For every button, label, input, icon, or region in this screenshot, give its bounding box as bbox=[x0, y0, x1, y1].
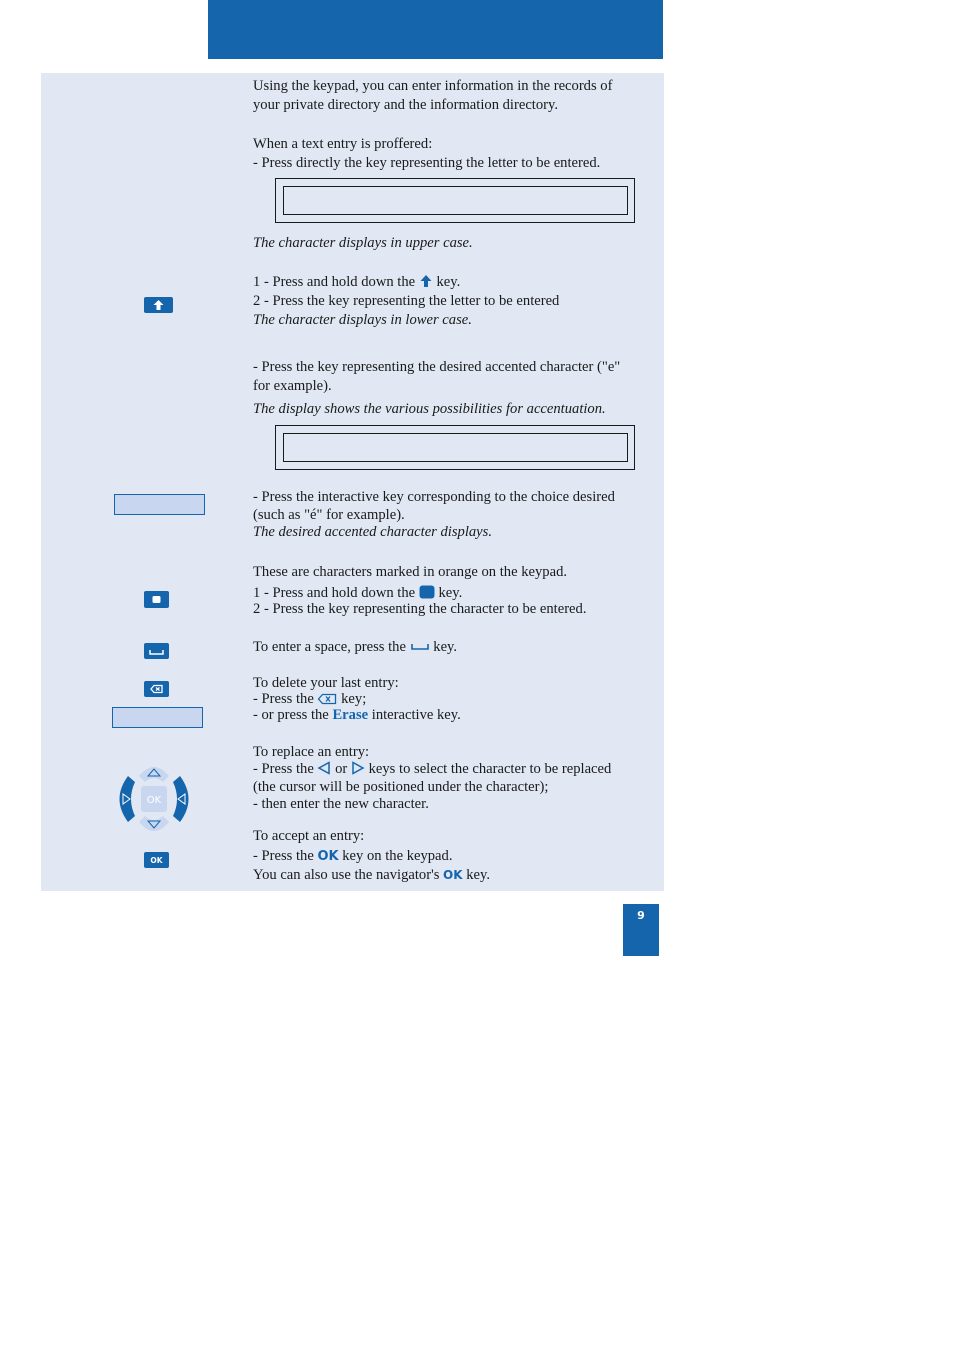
page-number: 9 bbox=[623, 904, 659, 956]
text-entry-instruction: - Press directly the key representing the letter to be entered. bbox=[253, 155, 601, 171]
header-bar bbox=[208, 0, 663, 59]
lower-case-note: The character displays in lower case. bbox=[253, 312, 472, 328]
accent-choice-line-2: (such as "é" for example). bbox=[253, 507, 405, 523]
space-key-icon-left bbox=[144, 643, 169, 659]
delete-step-1: - Press the key; bbox=[253, 691, 367, 707]
interactive-key-accent[interactable] bbox=[114, 494, 205, 515]
space-instruction: To enter a space, press the key. bbox=[253, 639, 458, 655]
intro-line-2: your private directory and the information directory. bbox=[253, 97, 559, 113]
navigator-icon bbox=[115, 762, 193, 836]
accept-step-2: You can also use the navigator's OK key. bbox=[253, 867, 490, 883]
special-step-1: 1 - Press and hold down the key. bbox=[253, 585, 463, 601]
ok-key-icon: OK bbox=[443, 868, 463, 882]
ok-key-icon-left bbox=[144, 852, 169, 868]
accept-step-1: - Press the OK key on the keypad. bbox=[253, 848, 453, 864]
replace-heading: To replace an entry: bbox=[253, 744, 370, 760]
svg-text:OK: OK bbox=[146, 795, 162, 806]
accept-heading: To accept an entry: bbox=[253, 828, 365, 844]
special-step-2: 2 - Press the key representing the character to be entered. bbox=[253, 601, 587, 617]
upper-case-note: The character displays in upper case. bbox=[253, 235, 473, 251]
display-screen-2 bbox=[275, 425, 635, 470]
shift-key-icon bbox=[144, 297, 173, 313]
delete-step-2: - or press the Erase interactive key. bbox=[253, 707, 461, 723]
interactive-key-erase[interactable] bbox=[112, 707, 203, 728]
backspace-key-icon bbox=[317, 693, 337, 705]
backspace-key-icon-left bbox=[144, 681, 169, 697]
accent-line-2: for example). bbox=[253, 378, 332, 394]
ok-key-label: OK bbox=[317, 849, 339, 864]
special-characters-key-icon bbox=[419, 585, 435, 599]
special-line-1: These are characters marked in orange on the keypad. bbox=[253, 564, 568, 580]
lower-case-step-1: 1 - Press and hold down the key. bbox=[253, 274, 461, 290]
display-screen-1 bbox=[275, 178, 635, 223]
replace-line-3: (the cursor will be positioned under the character); bbox=[253, 779, 549, 795]
lower-case-step-2: 2 - Press the key representing the letter to be entered bbox=[253, 293, 560, 309]
space-key-icon bbox=[410, 641, 430, 653]
replace-step-1: - Press the or keys to select the character to be replaced bbox=[253, 761, 612, 777]
accent-choice-note: The desired accented character displays. bbox=[253, 524, 492, 540]
left-arrow-icon bbox=[317, 761, 331, 775]
right-arrow-icon bbox=[351, 761, 365, 775]
intro-line-1: Using the keypad, you can enter information in the records of bbox=[253, 78, 613, 94]
accent-line-1: - Press the key representing the desired accented character ("e" bbox=[253, 359, 621, 375]
text-entry-heading: When a text entry is proffered: bbox=[253, 136, 433, 152]
erase-label: Erase bbox=[332, 707, 369, 723]
delete-heading: To delete your last entry: bbox=[253, 675, 399, 691]
replace-line-4: - then enter the new character. bbox=[253, 796, 429, 812]
special-key-icon bbox=[144, 591, 169, 608]
accent-note: The display shows the various possibilities for accentuation. bbox=[253, 401, 606, 417]
svg-text:OK: OK bbox=[150, 856, 163, 865]
shift-arrow-icon bbox=[419, 274, 433, 288]
accent-choice-line-1: - Press the interactive key corresponding to the choice desired bbox=[253, 489, 615, 505]
